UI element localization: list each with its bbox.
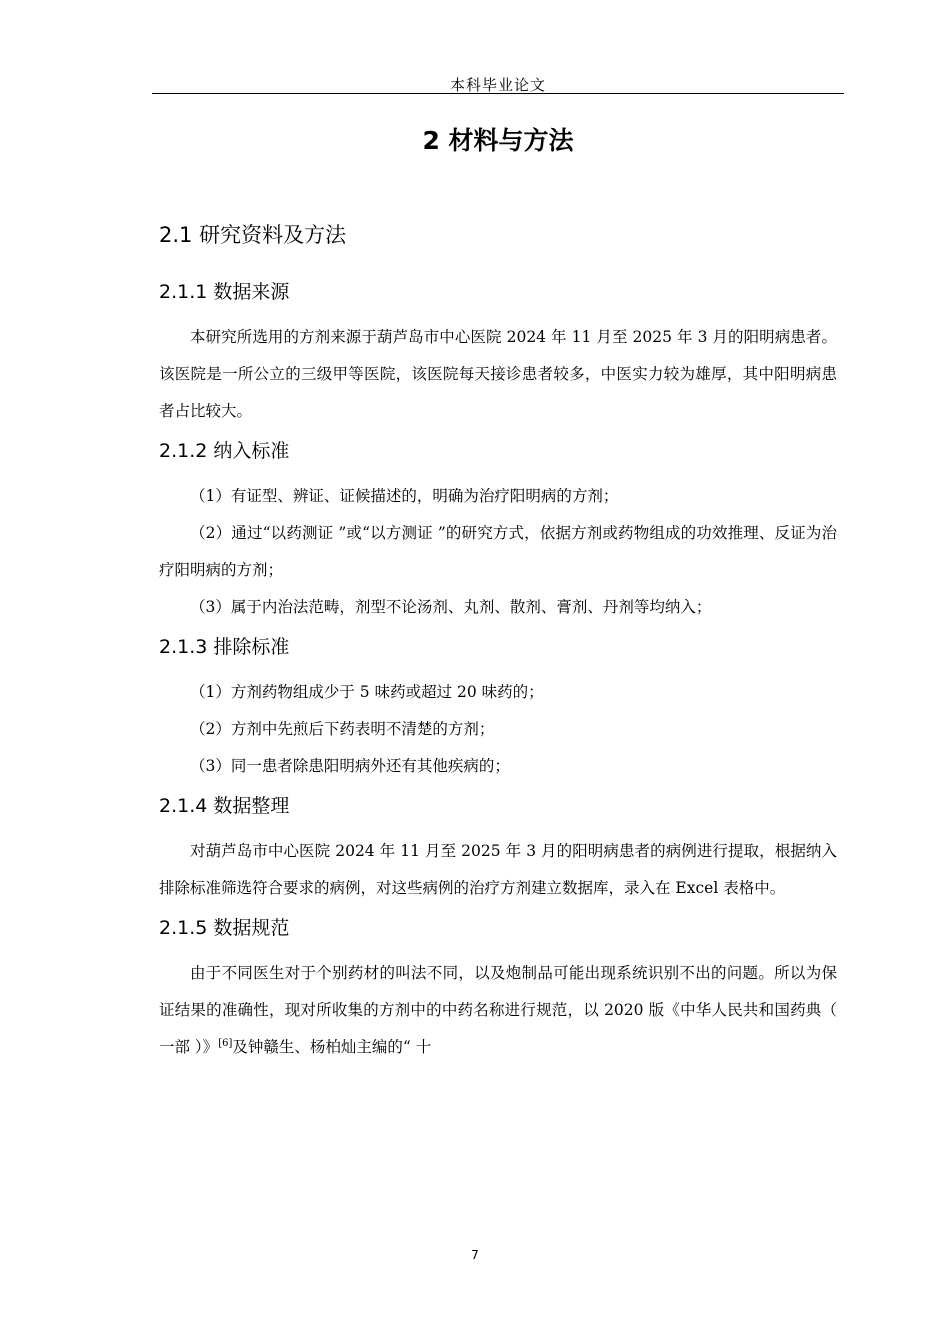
paragraph-data-source: 本研究所选用的方剂来源于葫芦岛市中心医院 2024 年 11 月至 2025 年 3 月的阳明病患者。该医院是一所公立的三级甲等医院，该医院每天接诊患者较多，中医实力较为雄厚，其中阳明病患者占比较大。 xyxy=(159,328,837,420)
running-header: 本科毕业论文 xyxy=(449,76,546,94)
exclusion-criterion-2: （2）方剂中先煎后下药表明不清楚的方剂； xyxy=(190,720,495,738)
paragraph-text-after-citation: 及钟赣生、杨柏灿主编的“ 十 xyxy=(232,1038,432,1056)
section-heading-2-1-3: 2.1.3 排除标准 xyxy=(159,636,290,658)
inclusion-criterion-3: （3）属于内治法范畴，剂型不论汤剂、丸剂、散剂、膏剂、丹剂等均纳入； xyxy=(190,598,712,616)
inclusion-criterion-1: （1）有证型、辨证、证候描述的，明确为治疗阳明病的方剂； xyxy=(190,487,619,505)
paragraph-data-organization: 对葫芦岛市中心医院 2024 年 11 月至 2025 年 3 月的阳明病患者的病例进行提取，根据纳入排除标准筛选符合要求的病例，对这些病例的治疗方剂建立数据库，录入在 Excel 表格中。 xyxy=(159,842,837,897)
paragraph-text-before-citation: 由于不同医生对于个别药材的叫法不同，以及炮制品可能出现系统识别不出的问题。所以为保证结果的准确性，现对所收集的方剂中的中药名称进行规范，以 2020 版《中华人民共和国药典（ 一部 ）》 xyxy=(159,964,837,1056)
inclusion-criterion-2: （2）通过“以药测证 ”或“以方测证 ”的研究方式，依据方剂或药物组成的功效推理、反证为治疗阳明病的方剂； xyxy=(159,524,837,579)
page-body xyxy=(159,118,837,1066)
exclusion-criterion-3: （3）同一患者除患阳明病外还有其他疾病的； xyxy=(190,757,510,775)
section-heading-2-1-2: 2.1.2 纳入标准 xyxy=(159,440,290,462)
paragraph-data-standardization xyxy=(159,955,837,1066)
page-number: 7 xyxy=(471,1248,479,1262)
section-heading-2-1-5: 2.1.5 数据规范 xyxy=(159,917,290,939)
exclusion-criterion-1: （1）方剂药物组成少于 5 味药或超过 20 味药的； xyxy=(190,683,544,701)
chapter-title: 2 材料与方法 xyxy=(422,126,574,155)
header-rule xyxy=(152,93,844,94)
section-heading-2-1: 2.1 研究资料及方法 xyxy=(159,223,347,247)
section-heading-2-1-1: 2.1.1 数据来源 xyxy=(159,281,290,303)
section-heading-2-1-4: 2.1.4 数据整理 xyxy=(159,795,290,817)
citation-superscript[interactable]: [6] xyxy=(218,1037,233,1049)
